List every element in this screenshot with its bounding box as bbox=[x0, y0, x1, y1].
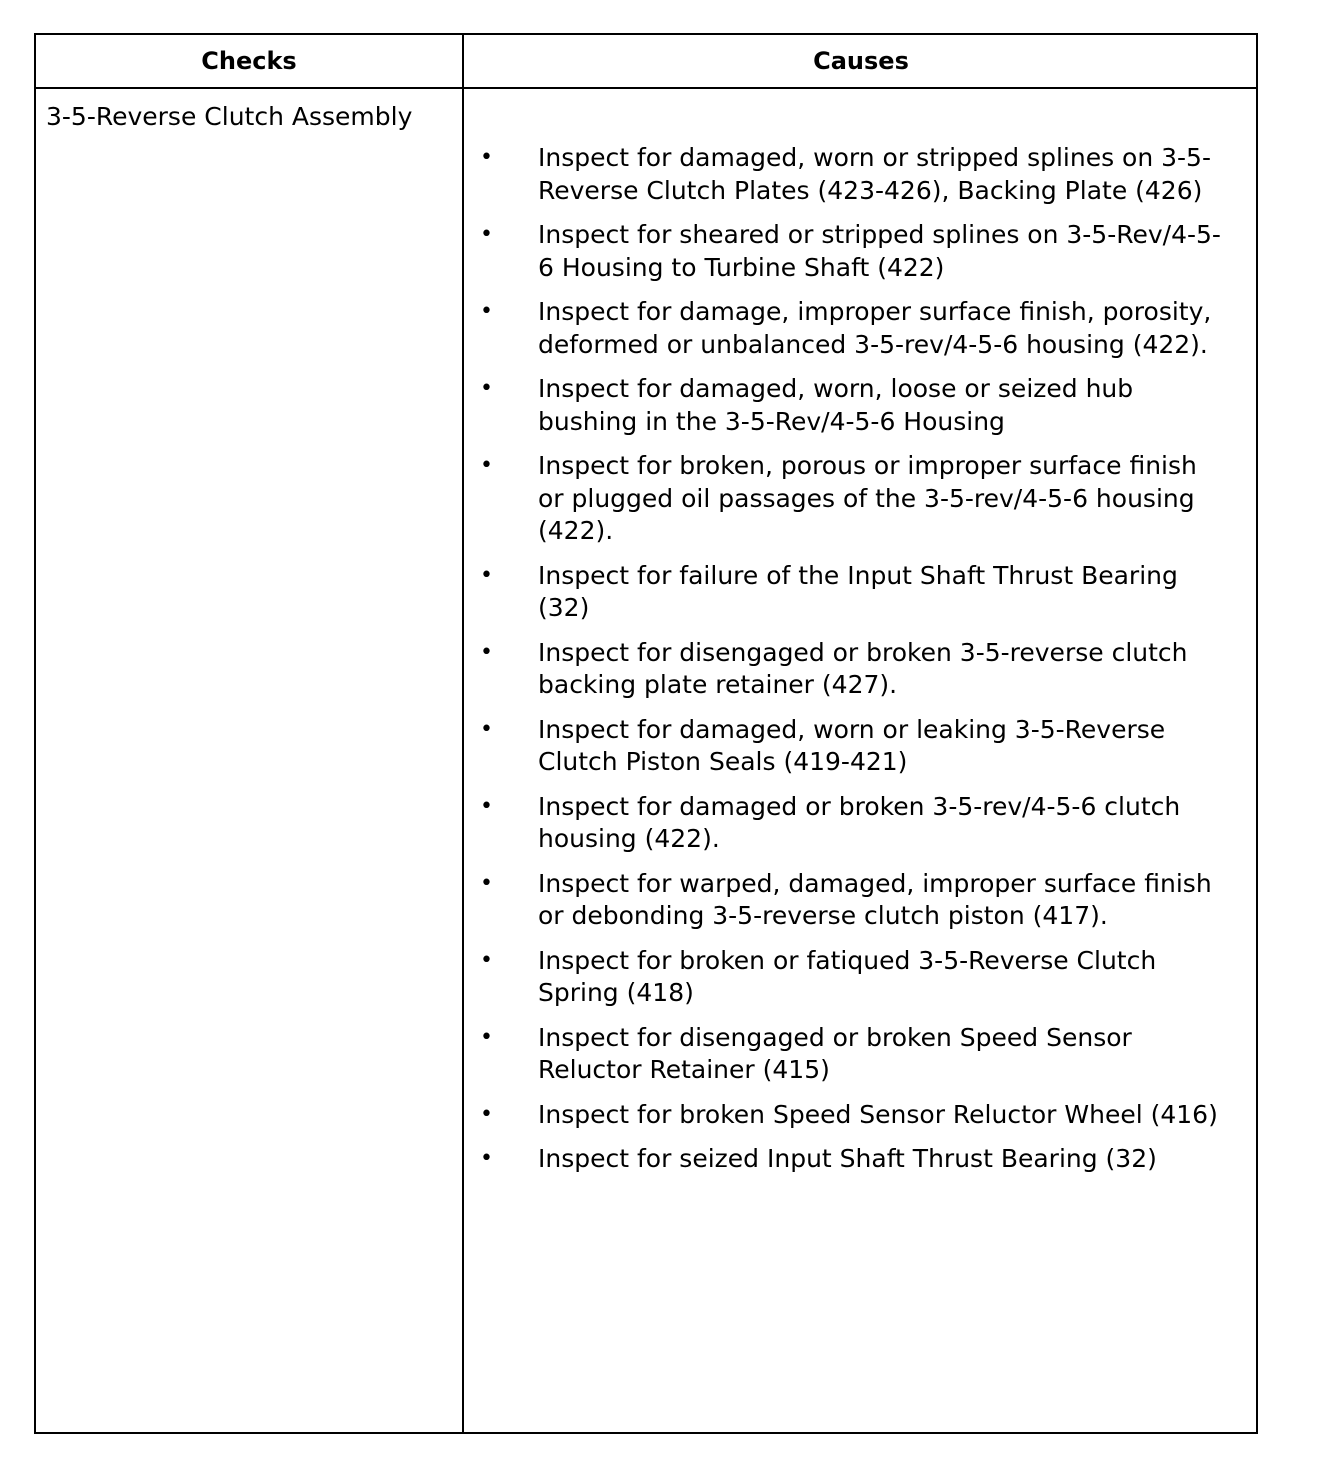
bullet-icon: • bbox=[480, 222, 493, 247]
bullet-icon: • bbox=[480, 639, 493, 665]
cause-item bbox=[464, 1143, 1224, 1176]
bullet-icon: • bbox=[480, 870, 493, 896]
cause-item bbox=[464, 142, 1224, 207]
cause-text: Inspect for failure of the Input Shaft Thrust Bearing (32) bbox=[538, 560, 1178, 622]
causes-column-header: Causes bbox=[813, 47, 909, 75]
cause-item bbox=[464, 450, 1224, 548]
cause-text: Inspect for broken, porous or improper surface finish or plugged oil passages of the 3-5-rev/4-5-6 housing (422). bbox=[538, 451, 1197, 545]
check-cell: 3-5-Reverse Clutch Assembly bbox=[46, 102, 413, 131]
bullet-icon: • bbox=[480, 145, 493, 170]
cause-item bbox=[464, 637, 1224, 702]
cause-text: Inspect for sheared or stripped splines on 3-5-Rev/4-5-6 Housing to Turbine Shaft (422) bbox=[538, 220, 1221, 282]
bullet-icon: • bbox=[480, 562, 493, 588]
causes-cell bbox=[464, 142, 1224, 1188]
cause-text: Inspect for disengaged or broken Speed Sensor Reluctor Retainer (415) bbox=[538, 1022, 1132, 1084]
cause-item bbox=[464, 560, 1224, 625]
cause-item bbox=[464, 219, 1224, 284]
bullet-icon: • bbox=[480, 299, 493, 324]
cause-item bbox=[464, 373, 1224, 438]
diagnosis-table bbox=[34, 33, 1258, 1434]
cause-text: Inspect for damaged, worn, loose or seized hub bushing in the 3-5-Rev/4-5-6 Housing bbox=[538, 374, 1134, 436]
cause-text: Inspect for damaged, worn or stripped splines on 3-5-Reverse Clutch Plates (423-426), Backing Plate (426) bbox=[538, 143, 1211, 205]
checks-column-header: Checks bbox=[201, 47, 297, 75]
cause-text: Inspect for broken or fatiqued 3-5-Reverse Clutch Spring (418) bbox=[538, 945, 1157, 1007]
bullet-icon: • bbox=[480, 1146, 493, 1171]
cause-item bbox=[464, 1099, 1224, 1132]
table-header-row bbox=[36, 35, 1256, 89]
cause-text: Inspect for damaged, worn or leaking 3-5-Reverse Clutch Piston Seals (419-421) bbox=[538, 714, 1166, 776]
cause-item bbox=[464, 1022, 1224, 1087]
bullet-icon: • bbox=[480, 793, 493, 819]
cause-text: Inspect for warped, damaged, improper surface finish or debonding 3-5-reverse clutch piston (417). bbox=[538, 868, 1212, 930]
bullet-icon: • bbox=[480, 947, 493, 973]
cause-text: Inspect for disengaged or broken 3-5-reverse clutch backing plate retainer (427). bbox=[538, 637, 1188, 699]
cause-text: Inspect for damaged or broken 3-5-rev/4-5-6 clutch housing (422). bbox=[538, 791, 1181, 853]
cause-item bbox=[464, 714, 1224, 779]
bullet-icon: • bbox=[480, 1101, 493, 1127]
bullet-icon: • bbox=[480, 376, 493, 401]
bullet-icon: • bbox=[480, 453, 493, 478]
cause-item bbox=[464, 945, 1224, 1010]
bullet-icon: • bbox=[480, 716, 493, 742]
cause-text: Inspect for broken Speed Sensor Reluctor Wheel (416) bbox=[538, 1099, 1218, 1129]
cause-item bbox=[464, 296, 1224, 361]
cause-item bbox=[464, 791, 1224, 856]
cause-text: Inspect for seized Input Shaft Thrust Bearing (32) bbox=[538, 1144, 1157, 1173]
cause-text: Inspect for damage, improper surface finish, porosity, deformed or unbalanced 3-5-rev/4-5-6 housing (422). bbox=[538, 297, 1212, 359]
bullet-icon: • bbox=[480, 1024, 493, 1050]
cause-item bbox=[464, 868, 1224, 933]
